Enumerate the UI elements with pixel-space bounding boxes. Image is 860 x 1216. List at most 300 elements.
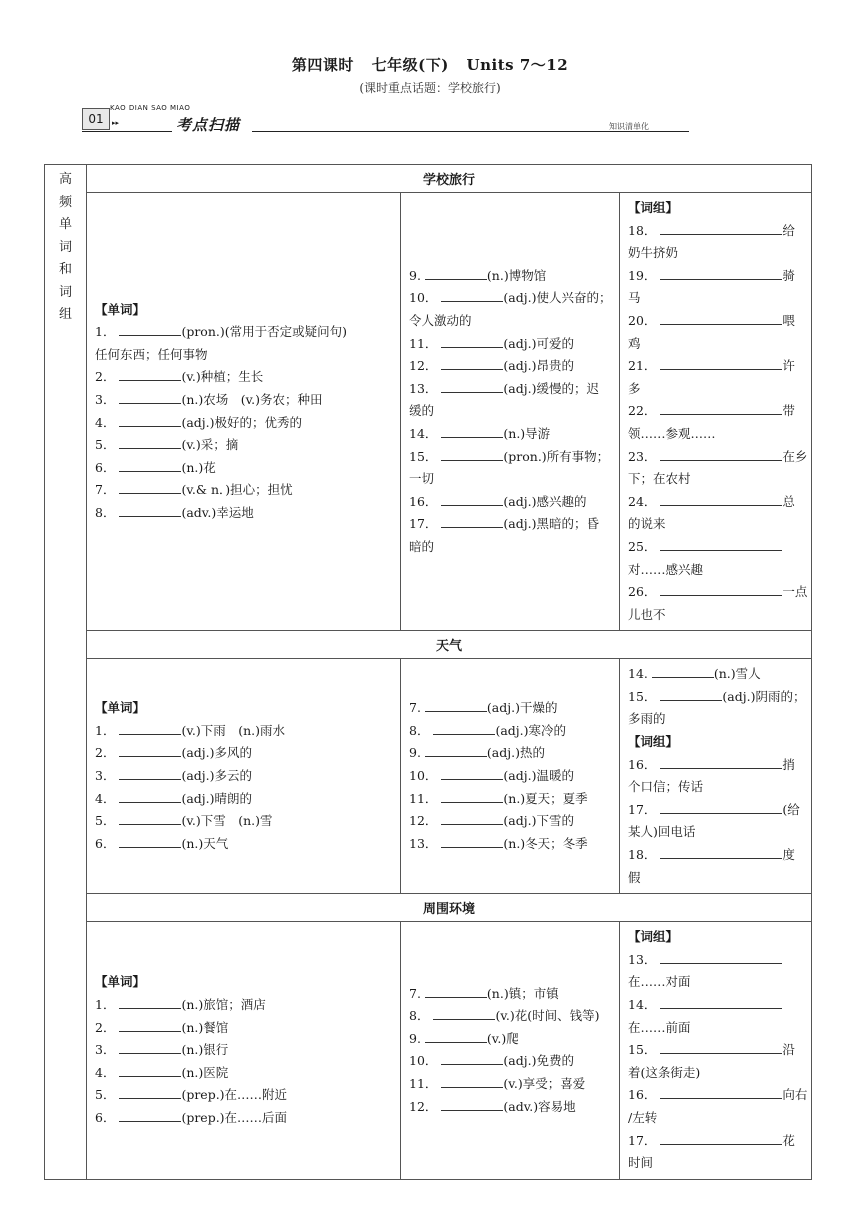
item-meaning-cont: 多雨的 (628, 711, 666, 727)
item-meaning-cont: 某人)回电话 (628, 824, 696, 840)
item-number: 15． (409, 448, 438, 464)
item-meaning: (adj.)多云的 (181, 767, 252, 783)
item-meaning: (adj.)黑暗的；昏 (503, 516, 599, 532)
answer-blank[interactable] (441, 835, 503, 848)
item-number: 16． (628, 756, 657, 772)
words-column-2 (401, 193, 620, 631)
item-meaning: (v.)下雪 (n.)雪 (181, 813, 273, 829)
answer-blank[interactable] (660, 846, 782, 859)
answer-blank[interactable] (441, 1052, 503, 1065)
item-meaning: 骑 (782, 267, 795, 283)
answer-blank[interactable] (441, 1075, 503, 1088)
item-number: 4． (95, 1064, 116, 1080)
lesson-label: 第四课时 (291, 56, 354, 74)
side-char: 单 (58, 217, 72, 232)
answer-blank[interactable] (119, 459, 181, 472)
answer-blank[interactable] (119, 996, 181, 1009)
vocab-item (95, 1039, 392, 1062)
group-title: 【词组】 (628, 200, 679, 215)
answer-blank[interactable] (660, 951, 782, 964)
item-meaning-cont: 着(这条街走) (628, 1064, 701, 1080)
item-meaning: (v.)享受；喜爱 (503, 1076, 586, 1092)
answer-blank[interactable] (119, 414, 181, 427)
item-number: 3． (95, 392, 116, 408)
item-meaning-cont: 儿也不 (628, 606, 666, 622)
item-meaning: (n.)夏天；夏季 (503, 790, 588, 806)
item-number: 6． (95, 459, 116, 475)
answer-blank[interactable] (119, 323, 181, 336)
item-number: 1． (95, 722, 116, 738)
answer-blank[interactable] (119, 722, 181, 735)
answer-blank[interactable] (425, 985, 487, 998)
vocab-item (95, 788, 392, 811)
item-number: 9. (409, 267, 421, 283)
item-meaning: (adj.)昂贵的 (503, 358, 574, 374)
item-meaning: (n.)餐馆 (181, 1019, 229, 1035)
item-number: 8． (409, 722, 430, 738)
answer-blank[interactable] (119, 1109, 181, 1122)
vocab-item (95, 742, 392, 765)
item-meaning: (prep.)在……附近 (181, 1087, 288, 1103)
item-meaning-cont: 的说来 (628, 516, 666, 532)
item-meaning-cont: 一切 (409, 471, 435, 487)
answer-blank[interactable] (660, 538, 782, 551)
item-number: 19． (628, 267, 657, 283)
vocab-item (628, 491, 803, 514)
item-meaning-cont: 多 (628, 380, 641, 396)
item-number: 18． (628, 847, 657, 863)
item-meaning-cont: 缓的 (409, 403, 435, 419)
item-meaning: (n.)镇；市镇 (486, 985, 559, 1001)
item-number: 6． (95, 1109, 116, 1125)
grade-label: 七年级(下) (371, 56, 449, 74)
item-number: 12． (409, 813, 438, 829)
item-meaning: (adj.)极好的；优秀的 (181, 414, 302, 430)
item-meaning: (adj.)阴雨的； (722, 688, 806, 704)
item-meaning: (n.)花 (181, 459, 216, 475)
answer-blank[interactable] (660, 1132, 782, 1145)
item-number: 17． (409, 516, 438, 532)
item-meaning: (pron.)所有事物； (503, 448, 610, 464)
banner-pinyin: KAO DIAN SAO MIAO (110, 104, 191, 112)
answer-blank[interactable] (433, 722, 495, 735)
item-number: 2． (95, 369, 116, 385)
item-meaning-cont: 在……前面 (628, 1019, 691, 1035)
vocab-item (409, 423, 611, 446)
vocab-item (95, 1107, 392, 1130)
item-meaning: (adv.)容易地 (503, 1098, 576, 1114)
item-meaning: (adj.)感兴趣的 (503, 493, 587, 509)
item-number: 3． (95, 767, 116, 783)
vocab-item (628, 310, 803, 333)
answer-blank[interactable] (660, 267, 782, 280)
vocab-item (409, 378, 611, 401)
vocab-item (95, 1017, 392, 1040)
item-meaning: (n.)医院 (181, 1064, 229, 1080)
answer-blank[interactable] (433, 1007, 495, 1020)
answer-blank[interactable] (660, 493, 782, 506)
item-meaning: (pron.)(常用于否定或疑问句) (181, 324, 347, 340)
words-column-1 (87, 659, 401, 894)
answer-blank[interactable] (119, 767, 181, 780)
item-meaning: (adj.)多风的 (181, 745, 252, 761)
words-column-2 (401, 659, 620, 894)
vocab-item (409, 265, 611, 288)
item-meaning: (n.)冬天；冬季 (503, 835, 588, 851)
answer-blank[interactable] (119, 1086, 181, 1099)
item-meaning: (adj.)使人兴奋的； (503, 290, 612, 306)
answer-blank[interactable] (441, 357, 503, 370)
item-meaning: 许 (782, 358, 795, 374)
vocab-item (409, 287, 611, 310)
item-meaning: (n.)雪人 (713, 666, 761, 682)
item-meaning-cont: 对……感兴趣 (628, 561, 704, 577)
page-title (0, 54, 860, 75)
group-title: 【词组】 (628, 929, 679, 945)
vocab-item (628, 581, 808, 604)
answer-blank[interactable] (660, 357, 782, 370)
banner-number: 01 (82, 108, 110, 130)
answer-blank[interactable] (660, 312, 782, 325)
answer-blank[interactable] (119, 481, 181, 494)
item-number: 14． (409, 425, 438, 441)
item-number: 25． (628, 538, 657, 554)
vocab-item (95, 1084, 392, 1107)
item-number: 2． (95, 1019, 116, 1035)
vocab-item (628, 686, 806, 709)
item-number: 4． (95, 414, 116, 430)
item-meaning-cont: 下；在农村 (628, 471, 691, 487)
item-number: 4． (95, 790, 116, 806)
item-meaning: (adj.)温暖的 (503, 767, 574, 783)
group-title: 【单词】 (95, 974, 146, 990)
words-column-2 (401, 922, 620, 1180)
item-number: 13． (409, 380, 438, 396)
arrow-icon: ▸▸ (112, 119, 120, 127)
vocab-item (409, 833, 611, 856)
item-number: 10． (409, 767, 438, 783)
item-meaning-cont: 任何东西；任何事物 (95, 346, 208, 362)
answer-blank[interactable] (660, 583, 782, 596)
item-number: 11． (409, 1076, 438, 1092)
answer-blank[interactable] (441, 380, 503, 393)
vocab-item (95, 502, 392, 525)
item-meaning: (adj.)可爱的 (503, 335, 574, 351)
vocab-item (95, 434, 392, 457)
item-number: 6． (95, 835, 116, 851)
vocab-item (409, 446, 611, 469)
item-number: 5． (95, 813, 116, 829)
side-char: 词 (58, 284, 72, 300)
vocab-item (409, 788, 611, 811)
answer-blank[interactable] (441, 289, 503, 302)
item-number: 15． (628, 1042, 657, 1058)
item-number: 11． (409, 790, 438, 806)
item-meaning: 沿 (782, 1042, 795, 1058)
answer-blank[interactable] (119, 391, 181, 404)
item-number: 26． (628, 584, 657, 600)
item-number: 16． (409, 493, 438, 509)
item-number: 17． (628, 1132, 657, 1148)
vocab-item (628, 1039, 803, 1062)
item-meaning: 捎 (782, 756, 795, 772)
item-number: 8． (409, 1008, 430, 1024)
vocab-table (44, 164, 812, 1180)
phrases-column (620, 659, 812, 894)
item-number: 16． (628, 1087, 657, 1103)
vocab-item (628, 663, 803, 686)
answer-blank[interactable] (119, 835, 181, 848)
group-title: 【单词】 (95, 700, 146, 716)
item-number: 10． (409, 290, 438, 306)
answer-blank[interactable] (660, 222, 782, 235)
answer-blank[interactable] (119, 436, 181, 449)
answer-blank[interactable] (660, 402, 782, 415)
item-meaning: (adj.)热的 (486, 745, 545, 761)
item-meaning: 在乡 (782, 448, 808, 464)
page-subtitle: (课时重点话题：学校旅行) (359, 81, 501, 95)
answer-blank[interactable] (652, 665, 714, 678)
vocab-item (409, 1050, 611, 1073)
item-meaning-cont: 个口信；传话 (628, 779, 704, 795)
item-meaning-cont: /左转 (628, 1109, 658, 1125)
side-char: 高 (58, 172, 72, 187)
answer-blank[interactable] (660, 801, 782, 814)
vocab-item (95, 412, 392, 435)
item-meaning-cont: 暗的 (409, 538, 435, 554)
vocab-item (628, 754, 803, 777)
item-number: 12． (409, 358, 438, 374)
item-meaning-cont: 领……参观…… (628, 425, 716, 441)
banner-underline (82, 131, 172, 132)
vocab-item (409, 697, 611, 720)
vocab-item (95, 366, 392, 389)
answer-blank[interactable] (119, 1019, 181, 1032)
vocab-item (409, 1073, 611, 1096)
vocab-item (628, 1084, 808, 1107)
item-meaning: 向右 (782, 1087, 808, 1103)
item-meaning: (adj.)免费的 (503, 1053, 574, 1069)
item-number: 7. (409, 985, 421, 1001)
item-meaning: (v.)花(时间、钱等) (495, 1008, 600, 1024)
vocab-item (628, 949, 803, 972)
group-title: 【单词】 (95, 301, 146, 317)
item-number: 20． (628, 312, 657, 328)
answer-blank[interactable] (441, 767, 503, 780)
answer-blank[interactable] (441, 1098, 503, 1111)
item-meaning: 度 (782, 847, 795, 863)
item-number: 5． (95, 437, 116, 453)
vocab-item (409, 810, 611, 833)
vocab-item (409, 720, 611, 743)
item-number: 5． (95, 1087, 116, 1103)
item-meaning: (adj.)晴朗的 (181, 790, 252, 806)
side-char: 和 (58, 262, 72, 277)
item-meaning: (adj.)干燥的 (486, 700, 558, 716)
phrases-column (620, 193, 812, 631)
answer-blank[interactable] (119, 504, 181, 517)
vocab-item (409, 1005, 611, 1028)
answer-blank[interactable] (441, 425, 503, 438)
answer-blank[interactable] (119, 812, 181, 825)
item-number: 12． (409, 1098, 438, 1114)
answer-blank[interactable] (119, 744, 181, 757)
vocab-item (628, 1130, 803, 1153)
answer-blank[interactable] (119, 790, 181, 803)
vocab-item (628, 799, 803, 822)
item-number: 9. (409, 1030, 421, 1046)
vocab-item (628, 400, 803, 423)
vocab-item (95, 457, 392, 480)
vocab-item (628, 265, 803, 288)
item-meaning: (adj.)缓慢的；迟 (503, 380, 599, 396)
answer-blank[interactable] (119, 1064, 181, 1077)
item-meaning: 给 (782, 222, 795, 238)
item-meaning-cont: 鸡 (628, 335, 641, 351)
item-number: 11． (409, 335, 438, 351)
answer-blank[interactable] (441, 790, 503, 803)
vocab-item (409, 1096, 611, 1119)
item-number: 7． (95, 482, 116, 498)
answer-blank[interactable] (425, 699, 487, 712)
answer-blank[interactable] (660, 756, 782, 769)
item-number: 15． (628, 688, 657, 704)
item-number: 9. (409, 745, 421, 761)
item-meaning: (v.& n．)担心；担忧 (181, 482, 293, 498)
item-meaning: (adj.)寒冷的 (495, 722, 566, 738)
vocab-item (95, 765, 392, 788)
item-number: 24． (628, 493, 657, 509)
item-meaning: (prep.)在……后面 (181, 1109, 288, 1125)
vocab-item (95, 810, 392, 833)
vocab-item (628, 536, 803, 559)
item-meaning: (n.)旅馆；酒店 (181, 997, 266, 1012)
item-number: 1． (95, 997, 116, 1012)
vocab-item (409, 355, 611, 378)
item-meaning: (v.)采；摘 (181, 437, 239, 453)
vocab-item (628, 844, 803, 867)
item-number: 14． (628, 997, 657, 1012)
answer-blank[interactable] (660, 448, 782, 461)
item-meaning-cont: 假 (628, 869, 641, 885)
item-meaning: (n.)导游 (503, 425, 551, 441)
answer-blank[interactable] (660, 1086, 782, 1099)
item-meaning: (v.)下雨 (n.)雨水 (181, 722, 286, 738)
topic-heading: 天气 (87, 631, 812, 659)
side-char: 频 (58, 194, 72, 210)
item-meaning: 一点 (782, 584, 808, 600)
item-meaning: 带 (782, 403, 795, 419)
topic-heading: 学校旅行 (87, 165, 812, 193)
vocab-item (95, 321, 392, 344)
item-meaning: 花 (782, 1132, 795, 1148)
side-char: 组 (58, 307, 72, 322)
item-meaning: 总 (782, 493, 795, 509)
banner-right-label: 知识清单化 (609, 122, 649, 131)
item-number: 14. (628, 666, 648, 682)
item-number: 13． (628, 951, 657, 967)
vocab-item (95, 994, 392, 1017)
answer-blank[interactable] (660, 996, 782, 1009)
vocab-item (409, 765, 611, 788)
item-number: 21． (628, 358, 657, 374)
item-meaning-cont: 奶牛挤奶 (628, 245, 679, 261)
answer-blank[interactable] (660, 688, 722, 701)
answer-blank[interactable] (425, 1030, 487, 1043)
item-meaning: (v.)种植；生长 (181, 369, 264, 385)
vocab-item (628, 994, 803, 1017)
vocab-item (409, 491, 611, 514)
answer-blank[interactable] (425, 267, 487, 280)
item-meaning-cont: 令人激动的 (409, 312, 472, 328)
topic-heading: 周围环境 (87, 894, 812, 922)
item-number: 23． (628, 448, 657, 464)
vocab-item (95, 389, 392, 412)
vocab-item (628, 446, 808, 469)
item-meaning: (adj.)下雪的 (503, 813, 574, 829)
vocab-item (628, 220, 803, 243)
banner-tag: 考点扫描 (176, 116, 241, 134)
vocab-item (95, 833, 392, 856)
item-meaning: 喂 (782, 312, 795, 328)
item-meaning: (v.)爬 (486, 1030, 519, 1046)
answer-blank[interactable] (441, 493, 503, 506)
item-meaning: (n.)博物馆 (486, 267, 547, 283)
answer-blank[interactable] (441, 448, 503, 461)
vocab-item (409, 983, 611, 1006)
phrases-column (620, 922, 812, 1180)
item-meaning-cont: 时间 (628, 1155, 654, 1171)
vocab-item (409, 333, 611, 356)
answer-blank[interactable] (119, 368, 181, 381)
item-number: 2． (95, 745, 116, 761)
vocab-item (409, 513, 611, 536)
group-title: 【词组】 (628, 734, 679, 750)
item-meaning: (n.)农场 (v.)务农；种田 (181, 392, 323, 408)
vocab-item (409, 742, 611, 765)
answer-blank[interactable] (660, 1041, 782, 1054)
item-number: 10． (409, 1053, 438, 1069)
item-number: 17． (628, 801, 657, 817)
side-char: 词 (58, 239, 72, 255)
words-column-1 (87, 193, 401, 631)
units-label: Units 7～12 (466, 56, 569, 74)
item-number: 8． (95, 505, 116, 521)
item-number: 1． (95, 324, 116, 340)
vocab-item (409, 1028, 611, 1051)
answer-blank[interactable] (441, 812, 503, 825)
answer-blank[interactable] (441, 515, 503, 528)
answer-blank[interactable] (441, 335, 503, 348)
item-number: 7. (409, 700, 421, 716)
item-meaning: (adv.)幸运地 (181, 505, 254, 521)
item-meaning-cont: 马 (628, 290, 641, 306)
item-meaning: (n.)天气 (181, 835, 229, 851)
item-number: 22． (628, 403, 657, 419)
side-label (45, 165, 87, 1180)
words-column-1 (87, 922, 401, 1180)
item-meaning: (n.)银行 (181, 1042, 229, 1058)
vocab-item (628, 355, 803, 378)
answer-blank[interactable] (119, 1041, 181, 1054)
item-number: 3． (95, 1042, 116, 1058)
vocab-item (95, 479, 392, 502)
answer-blank[interactable] (425, 744, 487, 757)
item-number: 13． (409, 835, 438, 851)
vocab-item (95, 720, 392, 743)
vocab-item (95, 1062, 392, 1085)
item-number: 18． (628, 222, 657, 238)
